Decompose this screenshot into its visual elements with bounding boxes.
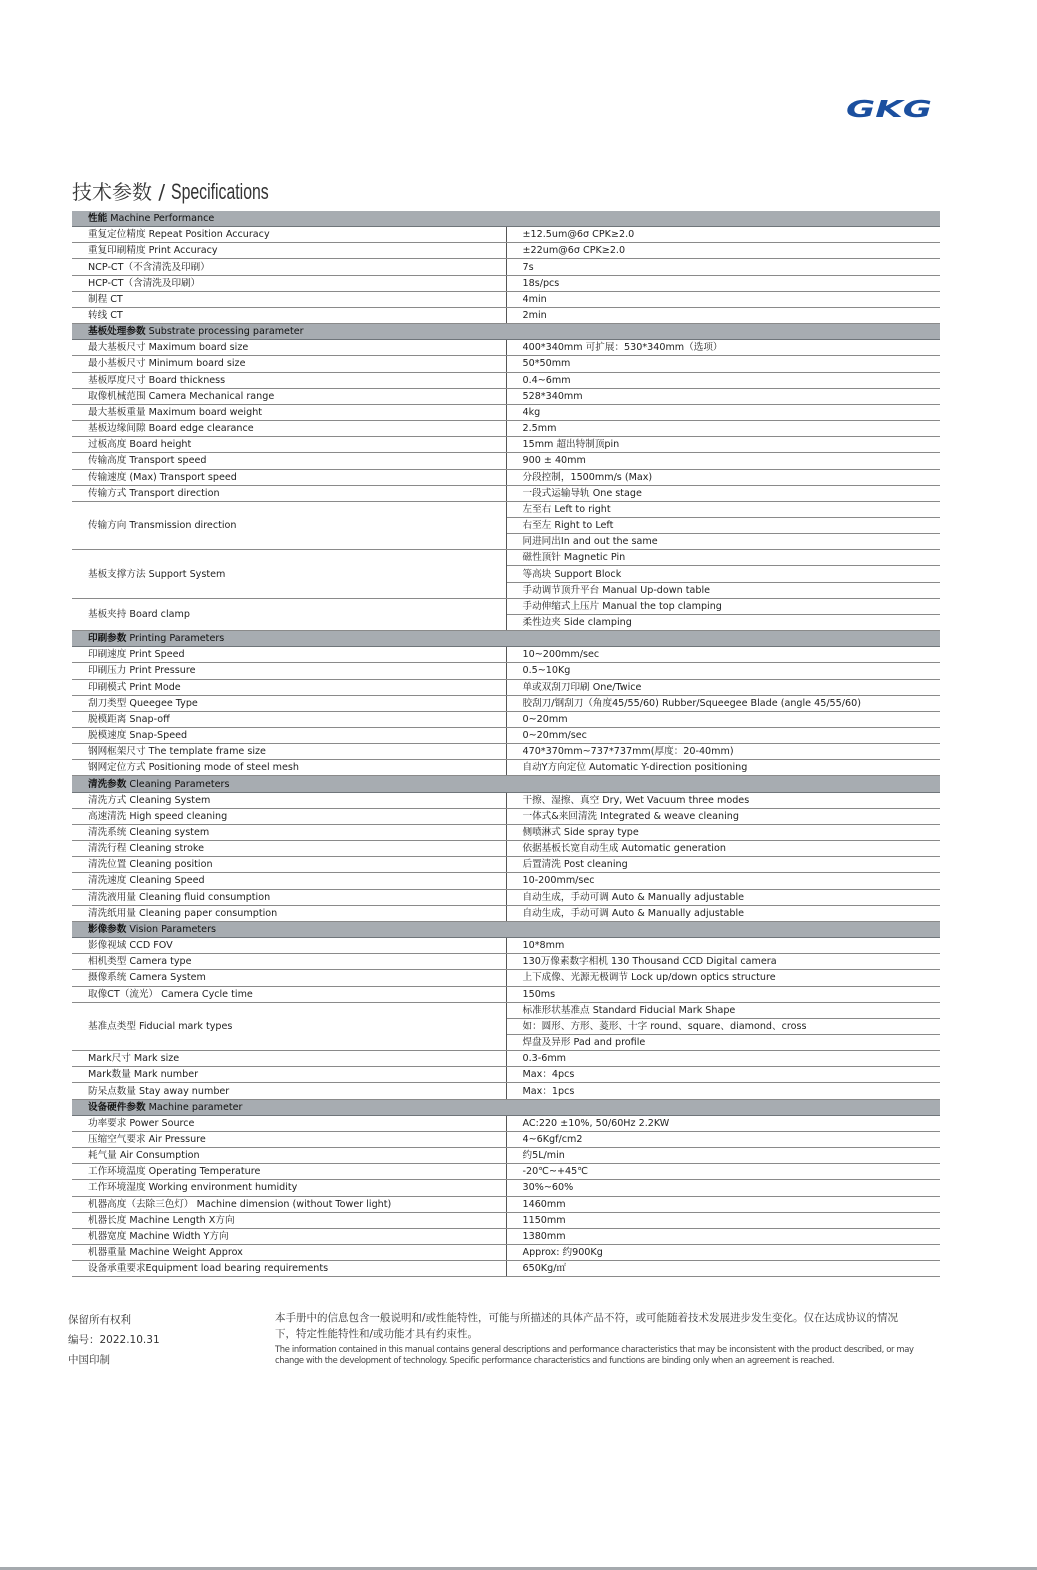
spec-value: 手动调节顶升平台 Manual Up-down table <box>506 582 940 598</box>
spec-label: 制程 CT <box>72 291 506 307</box>
spec-value: 1380mm <box>506 1228 940 1244</box>
spec-value: 150ms <box>506 986 940 1002</box>
table-row <box>72 1180 940 1196</box>
spec-label: 工作环境温度 Operating Temperature <box>72 1164 506 1180</box>
spec-label: 设备承重要求Equipment load bearing requirements <box>72 1261 506 1277</box>
spec-value: ±12.5um@6σ CPK≥2.0 <box>506 227 940 243</box>
spec-label: 摄像系统 Camera System <box>72 970 506 986</box>
spec-label: 传输方式 Transport direction <box>72 485 506 501</box>
table-row <box>72 905 940 921</box>
spec-label: 印刷模式 Print Mode <box>72 679 506 695</box>
table-row <box>72 1212 940 1228</box>
table-row <box>72 1228 940 1244</box>
spec-label: 脱模速度 Snap-Speed <box>72 728 506 744</box>
spec-label: 清洗行程 Cleaning stroke <box>72 841 506 857</box>
spec-value: 左至右 Left to right <box>506 501 940 517</box>
table-row <box>72 275 940 291</box>
table-row <box>72 259 940 275</box>
title-zh: 技术参数 / <box>72 180 172 204</box>
spec-label: 钢网定位方式 Positioning mode of steel mesh <box>72 760 506 776</box>
section-title-zh: 影像参数 <box>88 923 127 935</box>
table-row <box>72 501 940 517</box>
spec-value: 焊盘及异形 Pad and profile <box>506 1034 940 1050</box>
spec-value: 0.5~10Kg <box>506 663 940 679</box>
section-title <box>72 1099 940 1115</box>
spec-value: 右至左 Right to Left <box>506 517 940 533</box>
table-row <box>72 372 940 388</box>
spec-value: 30%~60% <box>506 1180 940 1196</box>
spec-value: 15mm 超出特制顶pin <box>506 437 940 453</box>
table-row <box>72 307 940 323</box>
spec-value: 磁性顶针 Magnetic Pin <box>506 550 940 566</box>
table-row <box>72 663 940 679</box>
table-row <box>72 437 940 453</box>
spec-value: 50*50mm <box>506 356 940 372</box>
spec-value: 自动生成，手动可调 Auto & Manually adjustable <box>506 905 940 921</box>
spec-label: 清洗位置 Cleaning position <box>72 857 506 873</box>
disclaimer-zh: 本手册中的信息包含一般说明和/或性能特性，可能与所描述的具体产品不符，或可能随着技术发展进步发生变化。仅在达成协议的情况下，特定性能特性和/或功能才具有约束性。 <box>275 1312 899 1340</box>
spec-label: 清洗系统 Cleaning system <box>72 824 506 840</box>
spec-value: 10-200mm/sec <box>506 873 940 889</box>
spec-value: 0.3-6mm <box>506 1051 940 1067</box>
svg-text:GKG: GKG <box>846 97 932 122</box>
spec-value: 0~20mm <box>506 711 940 727</box>
table-row <box>72 841 940 857</box>
spec-value: AC:220 ±10%, 50/60Hz 2.2KW <box>506 1115 940 1131</box>
spec-label: 印刷压力 Print Pressure <box>72 663 506 679</box>
spec-label: 最大基板尺寸 Maximum board size <box>72 340 506 356</box>
spec-label: 机器高度（去除三色灯） Machine dimension (without Tower light) <box>72 1196 506 1212</box>
spec-value: 分段控制，1500mm/s (Max) <box>506 469 940 485</box>
spec-label: 相机类型 Camera type <box>72 954 506 970</box>
table-row <box>72 291 940 307</box>
table-row <box>72 954 940 970</box>
spec-value: 650Kg/㎡ <box>506 1261 940 1277</box>
spec-value: 手动伸缩式上压片 Manual the top clamping <box>506 598 940 614</box>
spec-label: 传输速度 (Max) Transport speed <box>72 469 506 485</box>
section-title-zh: 清洗参数 <box>88 778 127 790</box>
spec-value: 柔性边夹 Side clamping <box>506 614 940 630</box>
table-row <box>72 469 940 485</box>
spec-value: 900 ± 40mm <box>506 453 940 469</box>
spec-value: 18s/pcs <box>506 275 940 291</box>
page-title <box>72 176 307 205</box>
disclaimer-en: The information contained in this manual contains general descriptions and performance characteristics that may be inconsistent with the product described, or may change with the development of technology. Specific performance characteristics and functions are binding only when an agreement is reached. <box>275 1344 914 1365</box>
section-title-zh: 设备硬件参数 <box>88 1101 146 1113</box>
spec-value: 上下成像、光源无极调节 Lock up/down optics structure <box>506 970 940 986</box>
spec-value: 标准形状基准点 Standard Fiducial Mark Shape <box>506 1002 940 1018</box>
document-number: 编号：2022.10.31 <box>68 1334 160 1346</box>
table-row <box>72 1115 940 1131</box>
spec-label: 清洗纸用量 Cleaning paper consumption <box>72 905 506 921</box>
table-row <box>72 1051 940 1067</box>
spec-label: 脱模距离 Snap-off <box>72 711 506 727</box>
spec-value: 1150mm <box>506 1212 940 1228</box>
table-row <box>72 243 940 259</box>
table-row <box>72 388 940 404</box>
spec-value: 自动Y方向定位 Automatic Y-direction positioning <box>506 760 940 776</box>
section-header <box>72 324 940 340</box>
spec-value: 侧喷淋式 Side spray type <box>506 824 940 840</box>
table-row <box>72 356 940 372</box>
section-title <box>72 324 940 340</box>
spec-label: 传输方向 Transmission direction <box>72 501 506 549</box>
spec-value: Max：4pcs <box>506 1067 940 1083</box>
table-row <box>72 1002 940 1018</box>
section-header <box>72 211 940 227</box>
spec-value: 400*340mm 可扩展：530*340mm（选项） <box>506 340 940 356</box>
spec-label: 高速清洗 High speed cleaning <box>72 808 506 824</box>
section-title-zh: 性能 <box>88 213 108 225</box>
table-row <box>72 647 940 663</box>
spec-label: 取像机械范围 Camera Mechanical range <box>72 388 506 404</box>
table-row <box>72 404 940 420</box>
table-row <box>72 1196 940 1212</box>
table-row <box>72 340 940 356</box>
spec-label: 清洗液用量 Cleaning fluid consumption <box>72 889 506 905</box>
spec-value: ±22um@6σ CPK≥2.0 <box>506 243 940 259</box>
spec-label: 最大基板重量 Maximum board weight <box>72 404 506 420</box>
spec-label: 工作环境湿度 Working environment humidity <box>72 1180 506 1196</box>
spec-value: Approx: 约900Kg <box>506 1245 940 1261</box>
spec-label: 机器宽度 Machine Width Y方向 <box>72 1228 506 1244</box>
table-row <box>72 421 940 437</box>
spec-value: 1460mm <box>506 1196 940 1212</box>
table-row <box>72 598 940 614</box>
spec-label: 基板夹持 Board clamp <box>72 598 506 630</box>
spec-value: 470*370mm~737*737mm(厚度：20-40mm) <box>506 744 940 760</box>
table-row <box>72 1245 940 1261</box>
spec-value: 7s <box>506 259 940 275</box>
spec-label: 钢网框架尺寸 The template frame size <box>72 744 506 760</box>
spec-value: 4kg <box>506 404 940 420</box>
spec-value: 10*8mm <box>506 938 940 954</box>
spec-label: 重复定位精度 Repeat Position Accuracy <box>72 227 506 243</box>
spec-value: 干擦、湿擦、真空 Dry, Wet Vacuum three modes <box>506 792 940 808</box>
section-title <box>72 211 940 227</box>
section-title-en: Machine parameter <box>145 1101 243 1113</box>
section-title-en: Vision Parameters <box>126 923 217 935</box>
table-row <box>72 1083 940 1099</box>
spec-label: 刮刀类型 Queegee Type <box>72 695 506 711</box>
table-row <box>72 1148 940 1164</box>
section-title-en: Printing Parameters <box>126 633 225 645</box>
spec-label: 传输高度 Transport speed <box>72 453 506 469</box>
spec-value: Max：1pcs <box>506 1083 940 1099</box>
spec-label: 影像视域 CCD FOV <box>72 938 506 954</box>
table-row <box>72 744 940 760</box>
table-row <box>72 485 940 501</box>
table-row <box>72 711 940 727</box>
spec-label: 过板高度 Board height <box>72 437 506 453</box>
table-row <box>72 760 940 776</box>
spec-label: 基板支撑方法 Support System <box>72 550 506 598</box>
table-row <box>72 889 940 905</box>
title-en: Specifications <box>171 179 270 204</box>
spec-value: 等高块 Support Block <box>506 566 940 582</box>
spec-label: 机器重量 Machine Weight Approx <box>72 1245 506 1261</box>
table-row <box>72 679 940 695</box>
section-title <box>72 776 940 792</box>
spec-value: 2.5mm <box>506 421 940 437</box>
section-title-en: Substrate processing parameter <box>145 326 304 338</box>
spec-value: 胶刮刀/钢刮刀（角度45/55/60) Rubber/Squeegee Blade (angle 45/55/60) <box>506 695 940 711</box>
section-header <box>72 631 940 647</box>
table-row <box>72 453 940 469</box>
spec-label: NCP-CT（不含清洗及印刷） <box>72 259 506 275</box>
table-row <box>72 824 940 840</box>
spec-label: 压缩空气要求 Air Pressure <box>72 1131 506 1147</box>
spec-value: 如：圆形、方形、菱形、十字 round、square、diamond、cross <box>506 1018 940 1034</box>
section-header <box>72 1099 940 1115</box>
spec-value: 4min <box>506 291 940 307</box>
section-title <box>72 921 940 937</box>
section-title-zh: 印刷参数 <box>88 633 127 645</box>
spec-label: 转线 CT <box>72 307 506 323</box>
table-row <box>72 1067 940 1083</box>
spec-label: 取像CT（流光） Camera Cycle time <box>72 986 506 1002</box>
spec-label: 清洗方式 Cleaning System <box>72 792 506 808</box>
gkg-logo <box>846 96 934 122</box>
spec-label: HCP-CT（含清洗及印刷） <box>72 275 506 291</box>
spec-label: 最小基板尺寸 Minimum board size <box>72 356 506 372</box>
table-row <box>72 227 940 243</box>
spec-value: 2min <box>506 307 940 323</box>
spec-value: 依据基板长宽自动生成 Automatic generation <box>506 841 940 857</box>
spec-label: 功率要求 Power Source <box>72 1115 506 1131</box>
printed-in: 中国印制 <box>68 1354 110 1366</box>
spec-label: 基板边缘间隙 Board edge clearance <box>72 421 506 437</box>
spec-value: 528*340mm <box>506 388 940 404</box>
spec-value: 后置清洗 Post cleaning <box>506 857 940 873</box>
table-row <box>72 808 940 824</box>
spec-label: Mark尺寸 Mark size <box>72 1051 506 1067</box>
section-header <box>72 776 940 792</box>
table-row <box>72 873 940 889</box>
spec-value: 0~20mm/sec <box>506 728 940 744</box>
rights-text: 保留所有权利 <box>68 1314 131 1326</box>
spec-value: 约5L/min <box>506 1148 940 1164</box>
footer-disclaimer <box>275 1310 915 1366</box>
table-row <box>72 986 940 1002</box>
table-row <box>72 970 940 986</box>
spec-label: 基板厚度尺寸 Board thickness <box>72 372 506 388</box>
spec-label: 耗气量 Air Consumption <box>72 1148 506 1164</box>
footer-meta <box>68 1310 160 1370</box>
section-header <box>72 921 940 937</box>
section-title-zh: 基板处理参数 <box>88 326 146 338</box>
table-row <box>72 1261 940 1277</box>
table-row <box>72 1131 940 1147</box>
spec-value: 一体式&来回清洗 Integrated & weave cleaning <box>506 808 940 824</box>
table-row <box>72 550 940 566</box>
specifications-table <box>72 211 940 1277</box>
table-row <box>72 857 940 873</box>
spec-label: 清洗速度 Cleaning Speed <box>72 873 506 889</box>
spec-value: 10~200mm/sec <box>506 647 940 663</box>
spec-label: 印刷速度 Print Speed <box>72 647 506 663</box>
spec-label: 重复印刷精度 Print Accuracy <box>72 243 506 259</box>
spec-label: 基准点类型 Fiducial mark types <box>72 1002 506 1050</box>
table-row <box>72 1164 940 1180</box>
spec-value: 自动生成，手动可调 Auto & Manually adjustable <box>506 889 940 905</box>
section-title-en: Machine Performance <box>107 213 215 225</box>
spec-label: 机器长度 Machine Length X方向 <box>72 1212 506 1228</box>
section-title <box>72 631 940 647</box>
spec-value: 130万像素数字相机 130 Thousand CCD Digital camera <box>506 954 940 970</box>
spec-value: 0.4~6mm <box>506 372 940 388</box>
section-title-en: Cleaning Parameters <box>126 778 230 790</box>
spec-label: 防呆点数量 Stay away number <box>72 1083 506 1099</box>
table-row <box>72 938 940 954</box>
spec-label: Mark数量 Mark number <box>72 1067 506 1083</box>
spec-value: -20℃~+45℃ <box>506 1164 940 1180</box>
spec-value: 4~6Kgf/cm2 <box>506 1131 940 1147</box>
spec-value: 同进同出In and out the same <box>506 534 940 550</box>
table-row <box>72 695 940 711</box>
spec-value: 单或双刮刀印刷 One/Twice <box>506 679 940 695</box>
spec-value: 一段式运输导轨 One stage <box>506 485 940 501</box>
table-row <box>72 792 940 808</box>
table-row <box>72 728 940 744</box>
